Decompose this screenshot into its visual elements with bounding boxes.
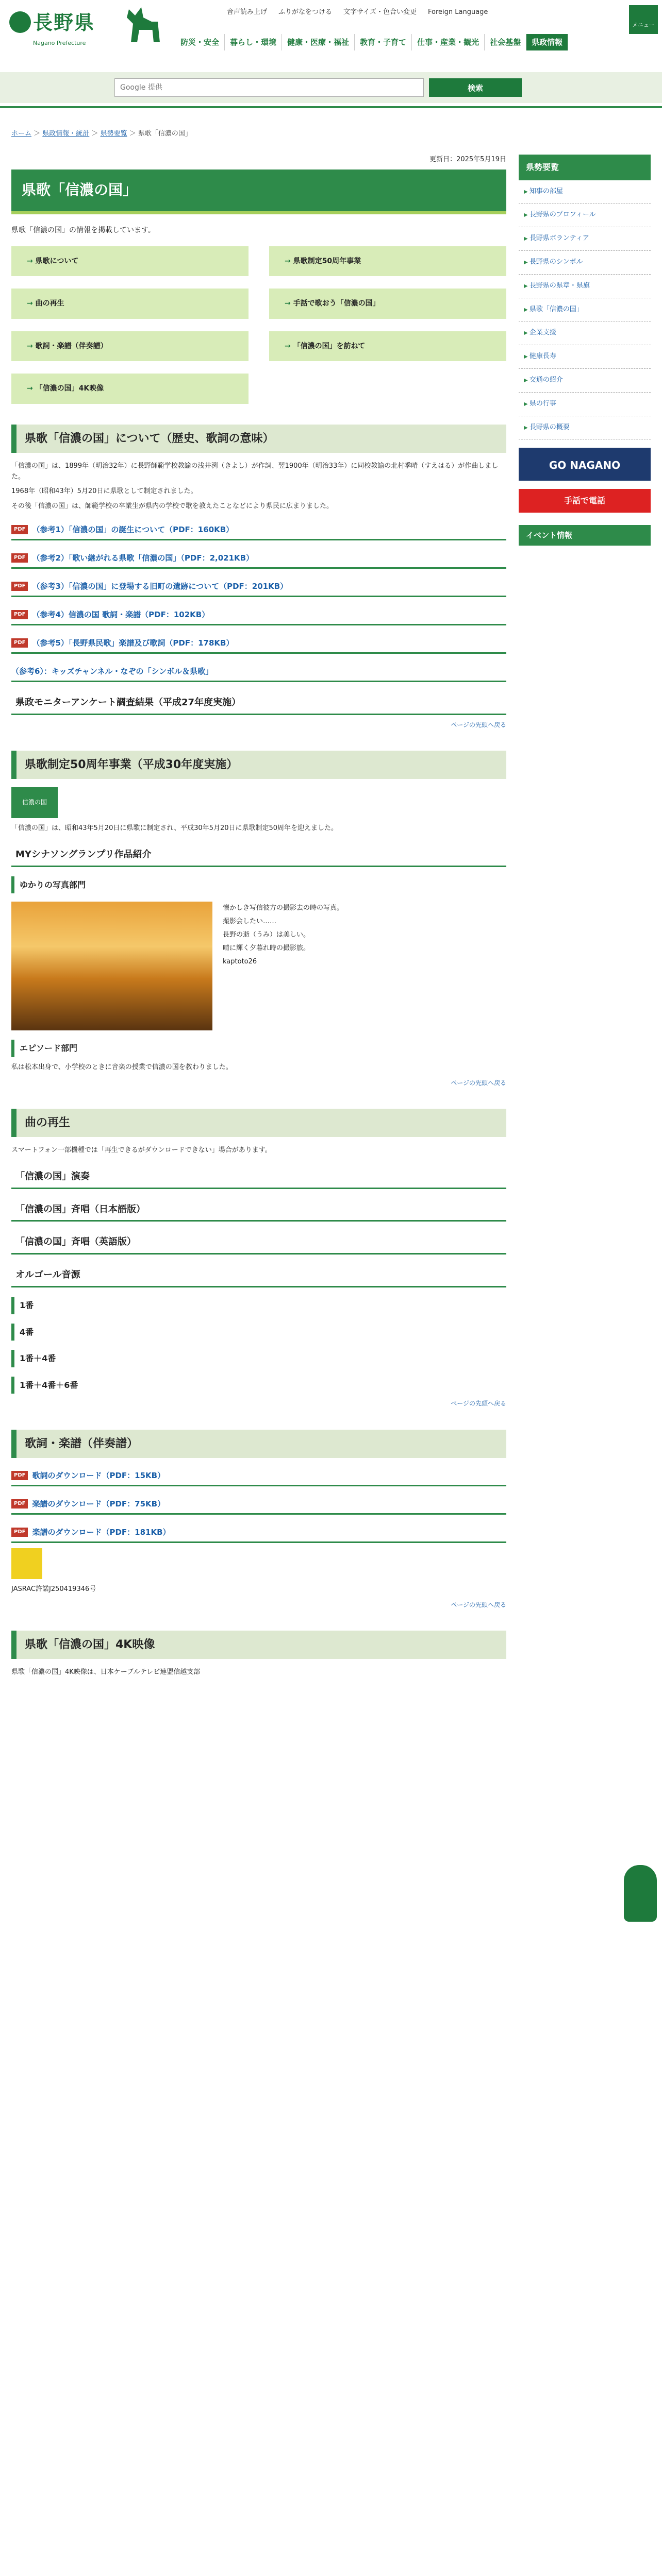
breadcrumb-current: 県歌「信濃の国」 xyxy=(138,130,192,138)
track-heading: 1番 xyxy=(11,1297,506,1314)
photo-entry xyxy=(11,902,506,1030)
pdf-link[interactable]: PDF 歌詞のダウンロード（PDF：15KB） xyxy=(11,1466,506,1486)
pdf-link[interactable]: PDF （参考3）「信濃の国」に登場する旧町の遺跡について（PDF：201KB） xyxy=(11,577,506,597)
anniversary-logo: 信濃の国 xyxy=(11,787,58,818)
category-heading: エピソード部門 xyxy=(11,1040,506,1057)
sidebar-item[interactable]: ▶ 企業支援 xyxy=(519,321,651,345)
sidebar xyxy=(519,155,651,546)
subsection-heading: 「信濃の国」斉唱（日本語版） xyxy=(11,1199,506,1222)
nav-item[interactable]: 防災・安全 xyxy=(175,34,225,50)
nav-item[interactable]: 教育・子育て xyxy=(355,34,412,50)
pdf-icon: PDF xyxy=(11,1528,28,1537)
breadcrumb: ホーム ＞ 県政情報・統計 ＞ 県勢要覧 ＞ 県歌「信濃の国」 xyxy=(11,130,192,138)
lead-text: 県歌「信濃の国」の情報を掲載しています。 xyxy=(11,226,155,234)
toc-item[interactable]: → 歌詞・楽譜（伴奏譜） xyxy=(11,331,249,361)
paragraph: 1968年（昭和43年）5月20日に県歌として制定されました。 xyxy=(11,487,197,496)
pdf-icon: PDF xyxy=(11,1499,28,1509)
subsection-heading: オルゴール音源 xyxy=(11,1265,506,1287)
subsection-heading: 「信濃の国」斉唱（英語版） xyxy=(11,1232,506,1255)
back-to-top-link[interactable]: ページの先頭へ戻る xyxy=(451,1601,506,1608)
track-heading: 4番 xyxy=(11,1324,506,1341)
subsection-heading: 「信濃の国」演奏 xyxy=(11,1166,506,1189)
pdf-icon: PDF xyxy=(11,582,28,591)
site-logo[interactable] xyxy=(9,7,112,54)
toc-item[interactable]: → 「信濃の国」を訪ねて xyxy=(269,331,506,361)
toc xyxy=(11,246,506,404)
mascot-icon xyxy=(624,1865,657,1922)
search-button[interactable]: 検索 xyxy=(429,78,522,97)
back-to-top-link[interactable]: ページの先頭へ戻る xyxy=(451,721,506,728)
section-heading: 歌詞・楽譜（伴奏譜） xyxy=(11,1430,506,1458)
site-header xyxy=(0,0,662,108)
toc-item[interactable]: → 手話で歌おう「信濃の国」 xyxy=(269,289,506,318)
back-to-top-link[interactable]: ページの先頭へ戻る xyxy=(451,1079,506,1087)
sidebar-item[interactable]: ▶ 長野県のシンボル xyxy=(519,251,651,275)
paragraph: スマートフォン一部機種では「再生できるがダウンロードできない」場合があります。 xyxy=(11,1146,272,1155)
toc-item[interactable]: → 曲の再生 xyxy=(11,289,249,318)
section-heading: 曲の再生 xyxy=(11,1109,506,1137)
pdf-link[interactable]: PDF （参考5）「長野県民歌」楽譜及び歌詞（PDF：178KB） xyxy=(11,634,506,654)
events-heading[interactable]: イベント情報 xyxy=(519,525,651,546)
subsection-heading: MYシナソングランプリ作品紹介 xyxy=(11,844,506,867)
track-heading: 1番＋4番 xyxy=(11,1350,506,1367)
update-date: 更新日：2025年5月19日 xyxy=(429,156,506,163)
pdf-link[interactable]: PDF （参考4）信濃の国 歌詞・楽譜（PDF：102KB） xyxy=(11,605,506,625)
breadcrumb-link[interactable]: 県政情報・統計 xyxy=(42,130,90,138)
logo-mark-icon xyxy=(9,11,31,33)
sidebar-item[interactable]: ▶ 交通の紹介 xyxy=(519,369,651,393)
pdf-icon: PDF xyxy=(11,553,28,563)
external-link[interactable]: （参考6）：キッズチャンネル・なぞの「シンボル＆県歌」 xyxy=(11,662,506,682)
pdf-icon: PDF xyxy=(11,638,28,648)
nav-item[interactable]: 社会基盤 xyxy=(485,34,526,50)
pdf-link[interactable]: PDF 楽譜のダウンロード（PDF：75KB） xyxy=(11,1495,506,1515)
util-foreign-language[interactable]: Foreign Language xyxy=(428,8,488,16)
sidebar-title: 県勢要覧 xyxy=(519,155,651,180)
pdf-link[interactable]: PDF （参考1）「信濃の国」の誕生について（PDF：160KB） xyxy=(11,520,506,540)
subsection-heading: 県政モニターアンケート調査結果（平成27年度実施） xyxy=(11,692,506,715)
back-to-top-link[interactable]: ページの先頭へ戻る xyxy=(451,1400,506,1408)
pdf-icon: PDF xyxy=(11,1471,28,1480)
sidebar-item[interactable]: ▶ 長野県の概要 xyxy=(519,416,651,440)
paragraph: 私は松本出身で、小学校のときに音楽の授業で信濃の国を教わりました。 xyxy=(11,1063,233,1071)
toc-item[interactable]: → 「信濃の国」4K映像 xyxy=(11,374,249,403)
sidebar-item[interactable]: ▶ 知事の部屋 xyxy=(519,180,651,204)
page-title: 県歌「信濃の国」 xyxy=(11,170,506,214)
sidebar-item[interactable]: ▶ 健康長寿 xyxy=(519,345,651,369)
track-heading: 1番＋4番＋6番 xyxy=(11,1377,506,1394)
global-nav xyxy=(175,34,568,50)
nav-item[interactable]: 暮らし・環境 xyxy=(225,34,282,50)
pdf-icon: PDF xyxy=(11,610,28,619)
nav-item-active[interactable]: 県政情報 xyxy=(526,34,568,50)
paragraph: その後「信濃の国」は、師範学校の卒業生が県内の学校で歌を教えたことなどにより県民に広まりました。 xyxy=(11,502,334,511)
paragraph: 「信濃の国」は、1899年（明治32年）に長野師範学校教諭の浅井洌（きよし）が作詞、翌1900年（明治33年）に同校教諭の北村季晴（すえはる）が作曲しました。 xyxy=(11,462,499,481)
paragraph: 「信濃の国」は、昭和43年5月20日に県歌に制定され、平成30年5月20日に県歌制定50周年を迎えました。 xyxy=(11,824,338,833)
toc-item[interactable]: → 県歌制定50周年事業 xyxy=(269,246,506,276)
logo-jp: 長野県 xyxy=(33,11,95,34)
search-bar xyxy=(0,72,662,103)
section-heading: 県歌「信濃の国」4K映像 xyxy=(11,1631,506,1659)
deer-icon xyxy=(123,5,164,46)
pdf-link[interactable]: PDF （参考2）「歌い継がれる県歌「信濃の国」（PDF：2,021KB） xyxy=(11,549,506,569)
pdf-link[interactable]: PDF 楽譜のダウンロード（PDF：181KB） xyxy=(11,1523,506,1543)
breadcrumb-link[interactable]: ホーム xyxy=(11,130,32,138)
photo-caption: 懐かしき写信彼方の撮影去の時の写真。 撮影会したい…… 長野の逝（うみ）は美しい。 晴に輝く夕暮れ時の撮影旅。 kaptoto26 xyxy=(223,904,344,966)
toc-item[interactable]: → 県歌について xyxy=(11,246,249,276)
nav-item[interactable]: 健康・医療・福祉 xyxy=(282,34,355,50)
search-input[interactable] xyxy=(114,78,424,97)
go-nagano-banner[interactable]: GO NAGANO xyxy=(519,448,651,481)
sidebar-item[interactable]: ▶ 長野県のプロフィール xyxy=(519,204,651,227)
util-text-size[interactable]: 文字サイズ・色合い変更 xyxy=(343,8,417,16)
breadcrumb-link[interactable]: 県勢要覧 xyxy=(100,130,127,138)
sidebar-item[interactable]: ▶ 県歌「信濃の国」 xyxy=(519,298,651,322)
sidebar-item[interactable]: ▶ 県の行事 xyxy=(519,393,651,416)
utility-links xyxy=(227,7,488,18)
main-content xyxy=(11,155,506,1682)
section-heading: 県歌制定50周年事業（平成30年度実施） xyxy=(11,751,506,779)
sign-language-phone-banner[interactable]: 手話で電話 xyxy=(519,489,651,513)
paragraph: 県歌「信濃の国」4K映像は、日本ケーブルテレビ連盟信越支部 xyxy=(11,1668,201,1676)
sidebar-item[interactable]: ▶ 長野県ボランティア xyxy=(519,227,651,251)
nav-item[interactable]: 仕事・産業・観光 xyxy=(412,34,485,50)
sunset-photo xyxy=(11,902,212,1030)
util-read-aloud[interactable]: 音声読み上げ xyxy=(227,8,268,16)
section-heading: 県歌「信濃の国」について（歴史、歌詞の意味） xyxy=(11,425,506,453)
jasrac-logo xyxy=(11,1548,42,1579)
jasrac-number: JASRAC許諾J250419346号 xyxy=(11,1585,96,1593)
sidebar-item[interactable]: ▶ 長野県の県章・県旗 xyxy=(519,275,651,298)
pdf-icon: PDF xyxy=(11,525,28,534)
util-furigana[interactable]: ふりがなをつける xyxy=(278,8,333,16)
logo-en: Nagano Prefecture xyxy=(33,39,86,46)
category-heading: ゆかりの写真部門 xyxy=(11,876,506,894)
menu-button[interactable]: メニュー xyxy=(629,5,658,34)
